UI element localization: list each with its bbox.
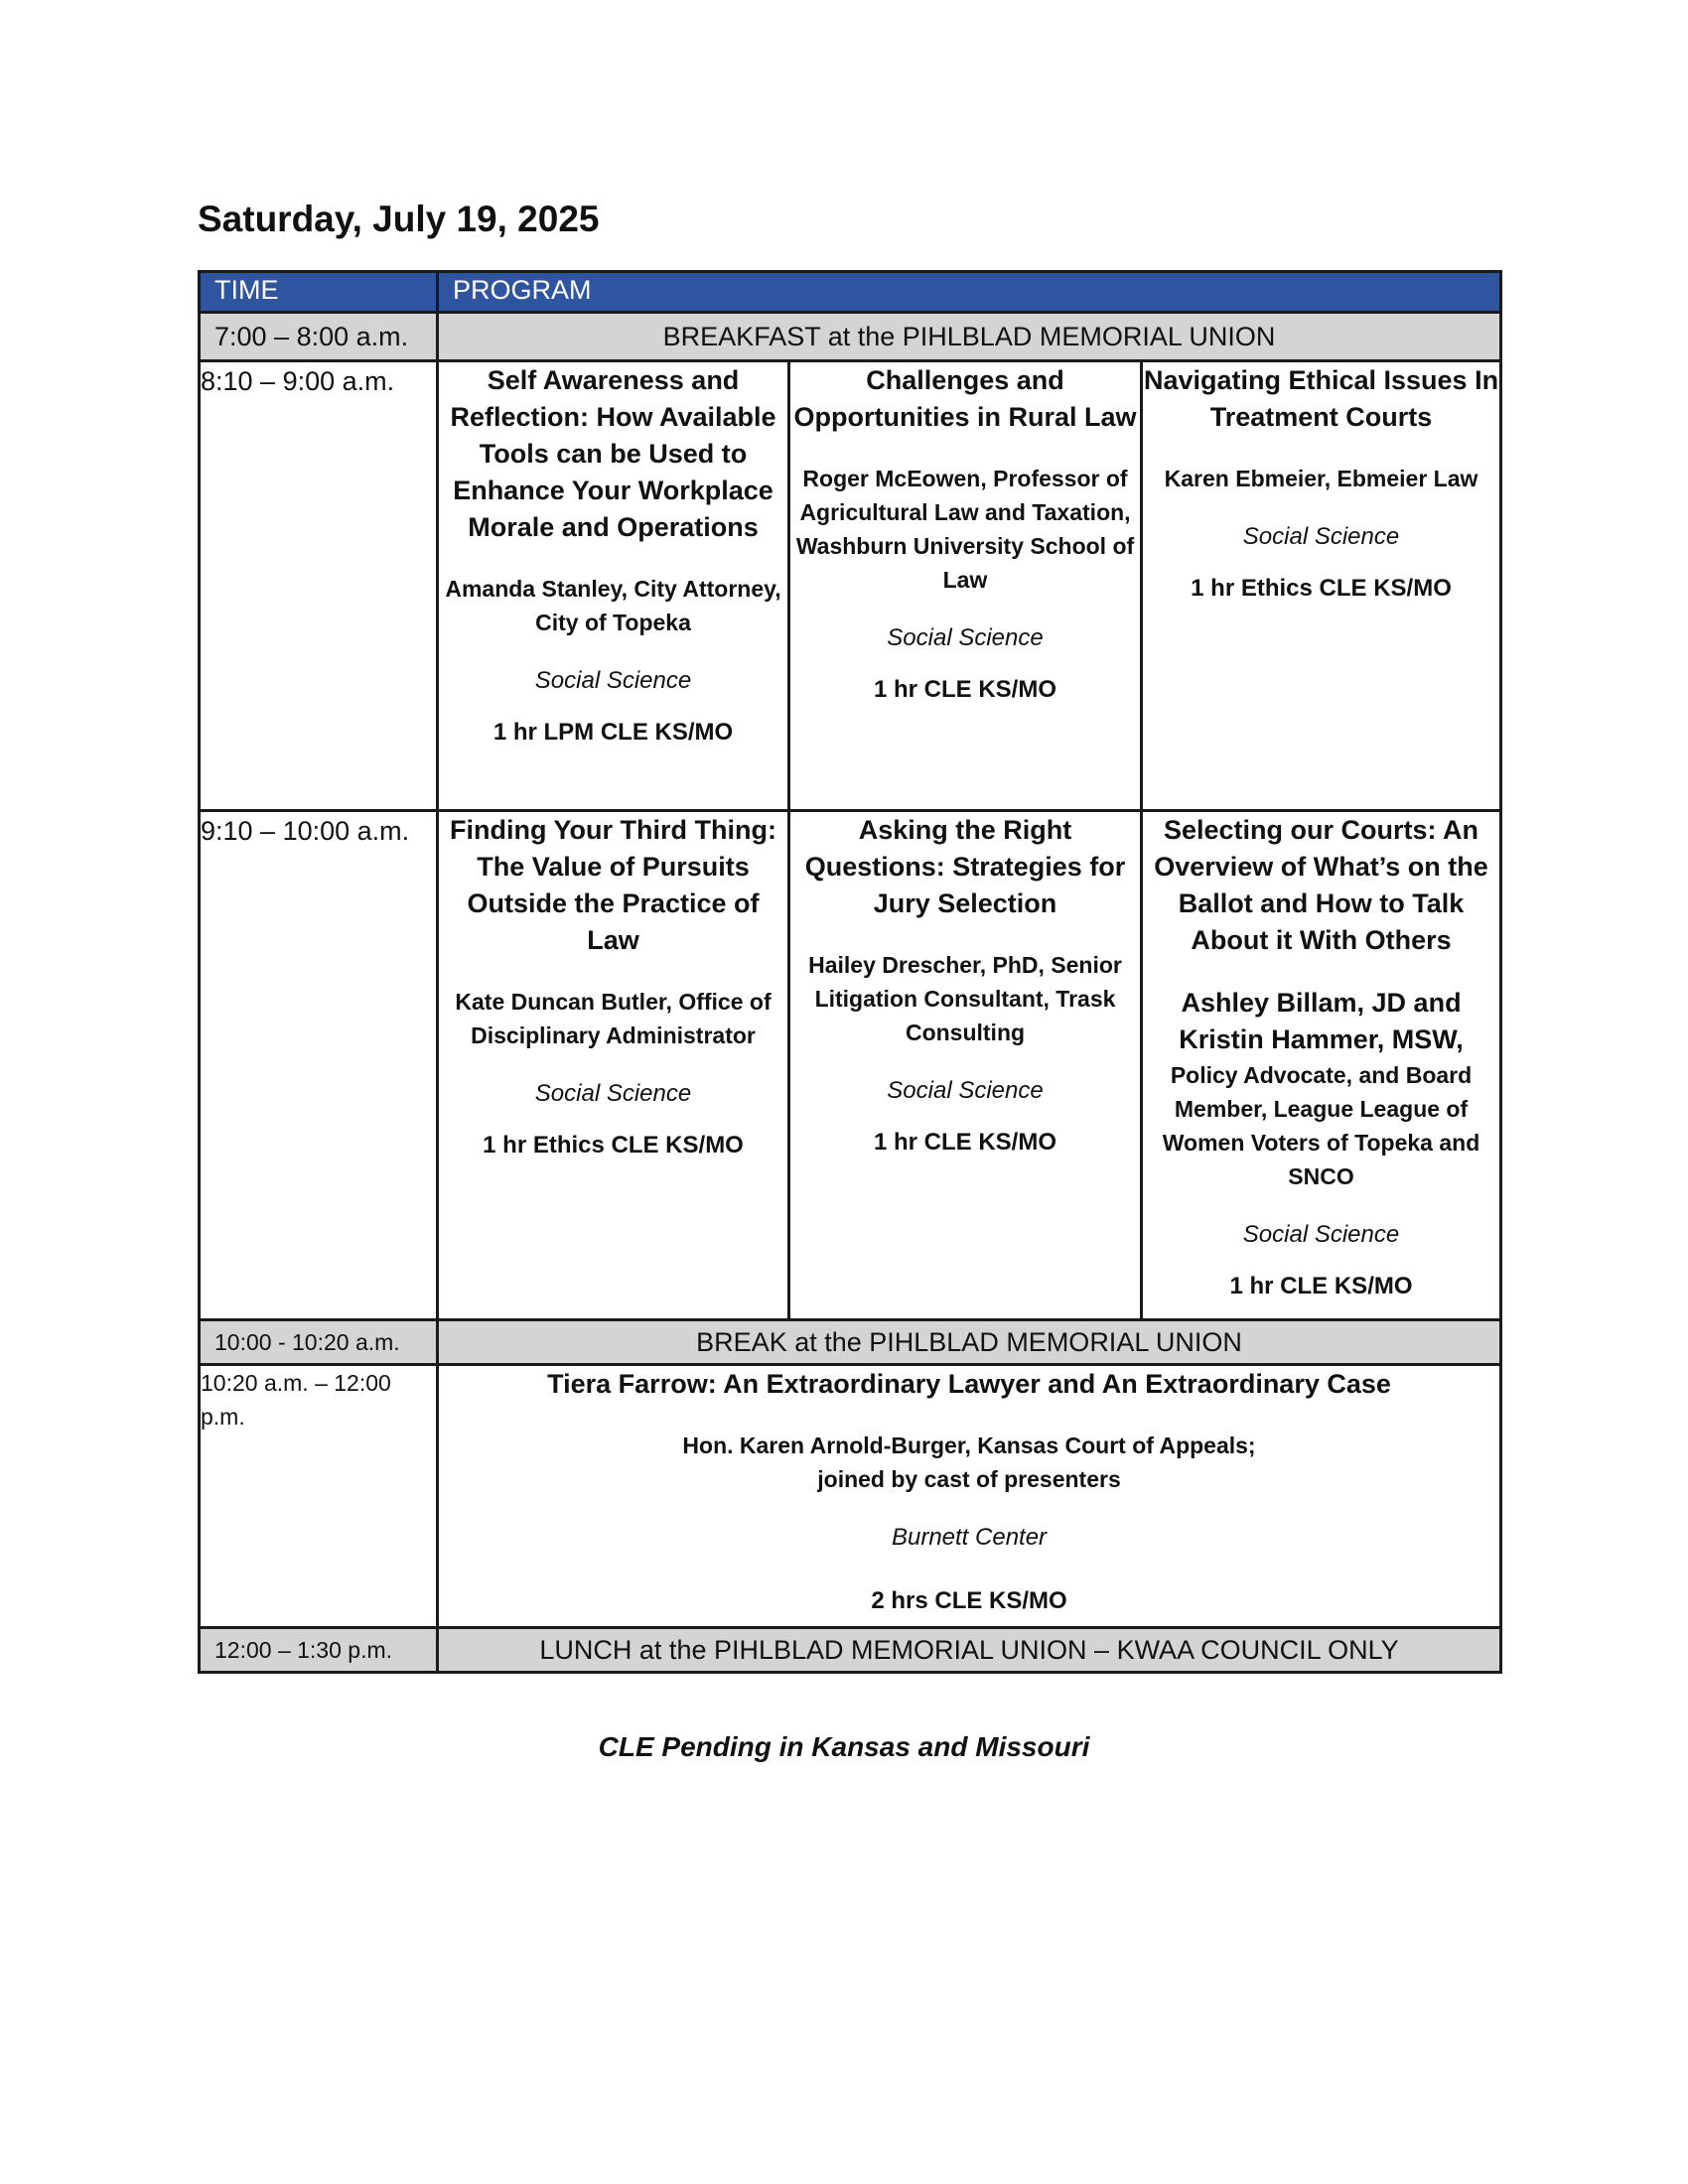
session-credit: 1 hr Ethics CLE KS/MO [483,1132,744,1159]
session-1b [789,361,1142,811]
session-1a [438,361,789,811]
session-speaker: Kate Duncan Butler, Office of Disciplinary Administrator [455,989,772,1048]
break-time: 10:00 - 10:20 a.m. [200,1320,438,1365]
keynote-title: Tiera Farrow: An Extraordinary Lawyer and An Extraordinary Case [547,1369,1391,1399]
session-title: Asking the Right Questions: Strategies for Jury Selection [804,815,1126,918]
session-speaker-main: Ashley Billam, JD and Kristin Hammer, MSW, [1179,988,1464,1054]
keynote-row [200,1365,1501,1628]
header-time: TIME [200,272,438,313]
keynote-speaker-line1: Hon. Karen Arnold-Burger, Kansas Court of Appeals; [682,1433,1256,1458]
session-speaker: Roger McEowen, Professor of Agricultural Law and Taxation, Washburn University School of Law [795,466,1135,593]
lunch-row [200,1628,1501,1673]
session-1c [1142,361,1501,811]
session-2b [789,811,1142,1320]
session-speaker: Amanda Stanley, City Attorney, City of Topeka [445,576,781,635]
breakfast-text: BREAKFAST at the PIHLBLAD MEMORIAL UNION [438,313,1501,361]
break-row [200,1320,1501,1365]
schedule-table [198,270,1502,1674]
session-block-2 [200,811,1501,1320]
session-title: Challenges and Opportunities in Rural Law [793,365,1137,432]
session-credit: 1 hr Ethics CLE KS/MO [1191,575,1452,602]
lunch-time: 12:00 – 1:30 p.m. [200,1628,438,1673]
session-block-1 [200,361,1501,811]
session-speaker [1143,985,1499,1193]
session-venue: Social Science [887,1077,1044,1104]
session-speaker: Karen Ebmeier, Ebmeier Law [1164,466,1478,491]
table-header-row [200,272,1501,313]
keynote-time: 10:20 a.m. – 12:00 p.m. [200,1365,438,1628]
lunch-text: LUNCH at the PIHLBLAD MEMORIAL UNION – KWAA COUNCIL ONLY [438,1628,1501,1673]
session-title: Navigating Ethical Issues In Treatment Courts [1143,365,1499,432]
session-credit: 1 hr LPM CLE KS/MO [492,719,734,746]
session-credit: 1 hr CLE KS/MO [873,676,1057,703]
block2-time: 9:10 – 10:00 a.m. [200,811,438,1320]
keynote-credit: 2 hrs CLE KS/MO [871,1587,1067,1614]
page-title: Saturday, July 19, 2025 [198,199,600,239]
session-credit: 1 hr CLE KS/MO [1229,1273,1413,1299]
session-venue: Social Science [1242,1221,1400,1248]
block1-time: 8:10 – 9:00 a.m. [200,361,438,811]
keynote-venue: Burnett Center [891,1524,1048,1551]
session-credit: 1 hr CLE KS/MO [873,1129,1057,1156]
session-title: Selecting our Courts: An Overview of What’s on the Ballot and How to Talk About it With Others [1154,815,1488,955]
session-2a [438,811,789,1320]
session-speaker: Hailey Drescher, PhD, Senior Litigation Consultant, Trask Consulting [808,952,1122,1045]
keynote-session [438,1365,1501,1628]
session-2c [1142,811,1501,1320]
session-venue: Social Science [534,1080,692,1107]
session-title: Finding Your Third Thing: The Value of Pursuits Outside the Practice of Law [450,815,776,955]
header-program: PROGRAM [438,272,1501,313]
break-text: BREAK at the PIHLBLAD MEMORIAL UNION [438,1320,1501,1365]
session-venue: Social Science [534,667,692,694]
cle-pending-note: CLE Pending in Kansas and Missouri [598,1731,1090,1762]
session-venue: Social Science [887,624,1044,651]
keynote-speaker-line2: joined by cast of presenters [817,1466,1121,1492]
session-speaker-detail: Policy Advocate, and Board Member, League League of Women Voters of Topeka and SNCO [1162,1062,1480,1189]
session-title: Self Awareness and Reflection: How Available Tools can be Used to Enhance Your Workplace Morale and Operations [450,365,776,542]
breakfast-row [200,313,1501,361]
keynote-speaker [439,1429,1499,1496]
session-venue: Social Science [1242,523,1400,550]
breakfast-time: 7:00 – 8:00 a.m. [200,313,438,361]
